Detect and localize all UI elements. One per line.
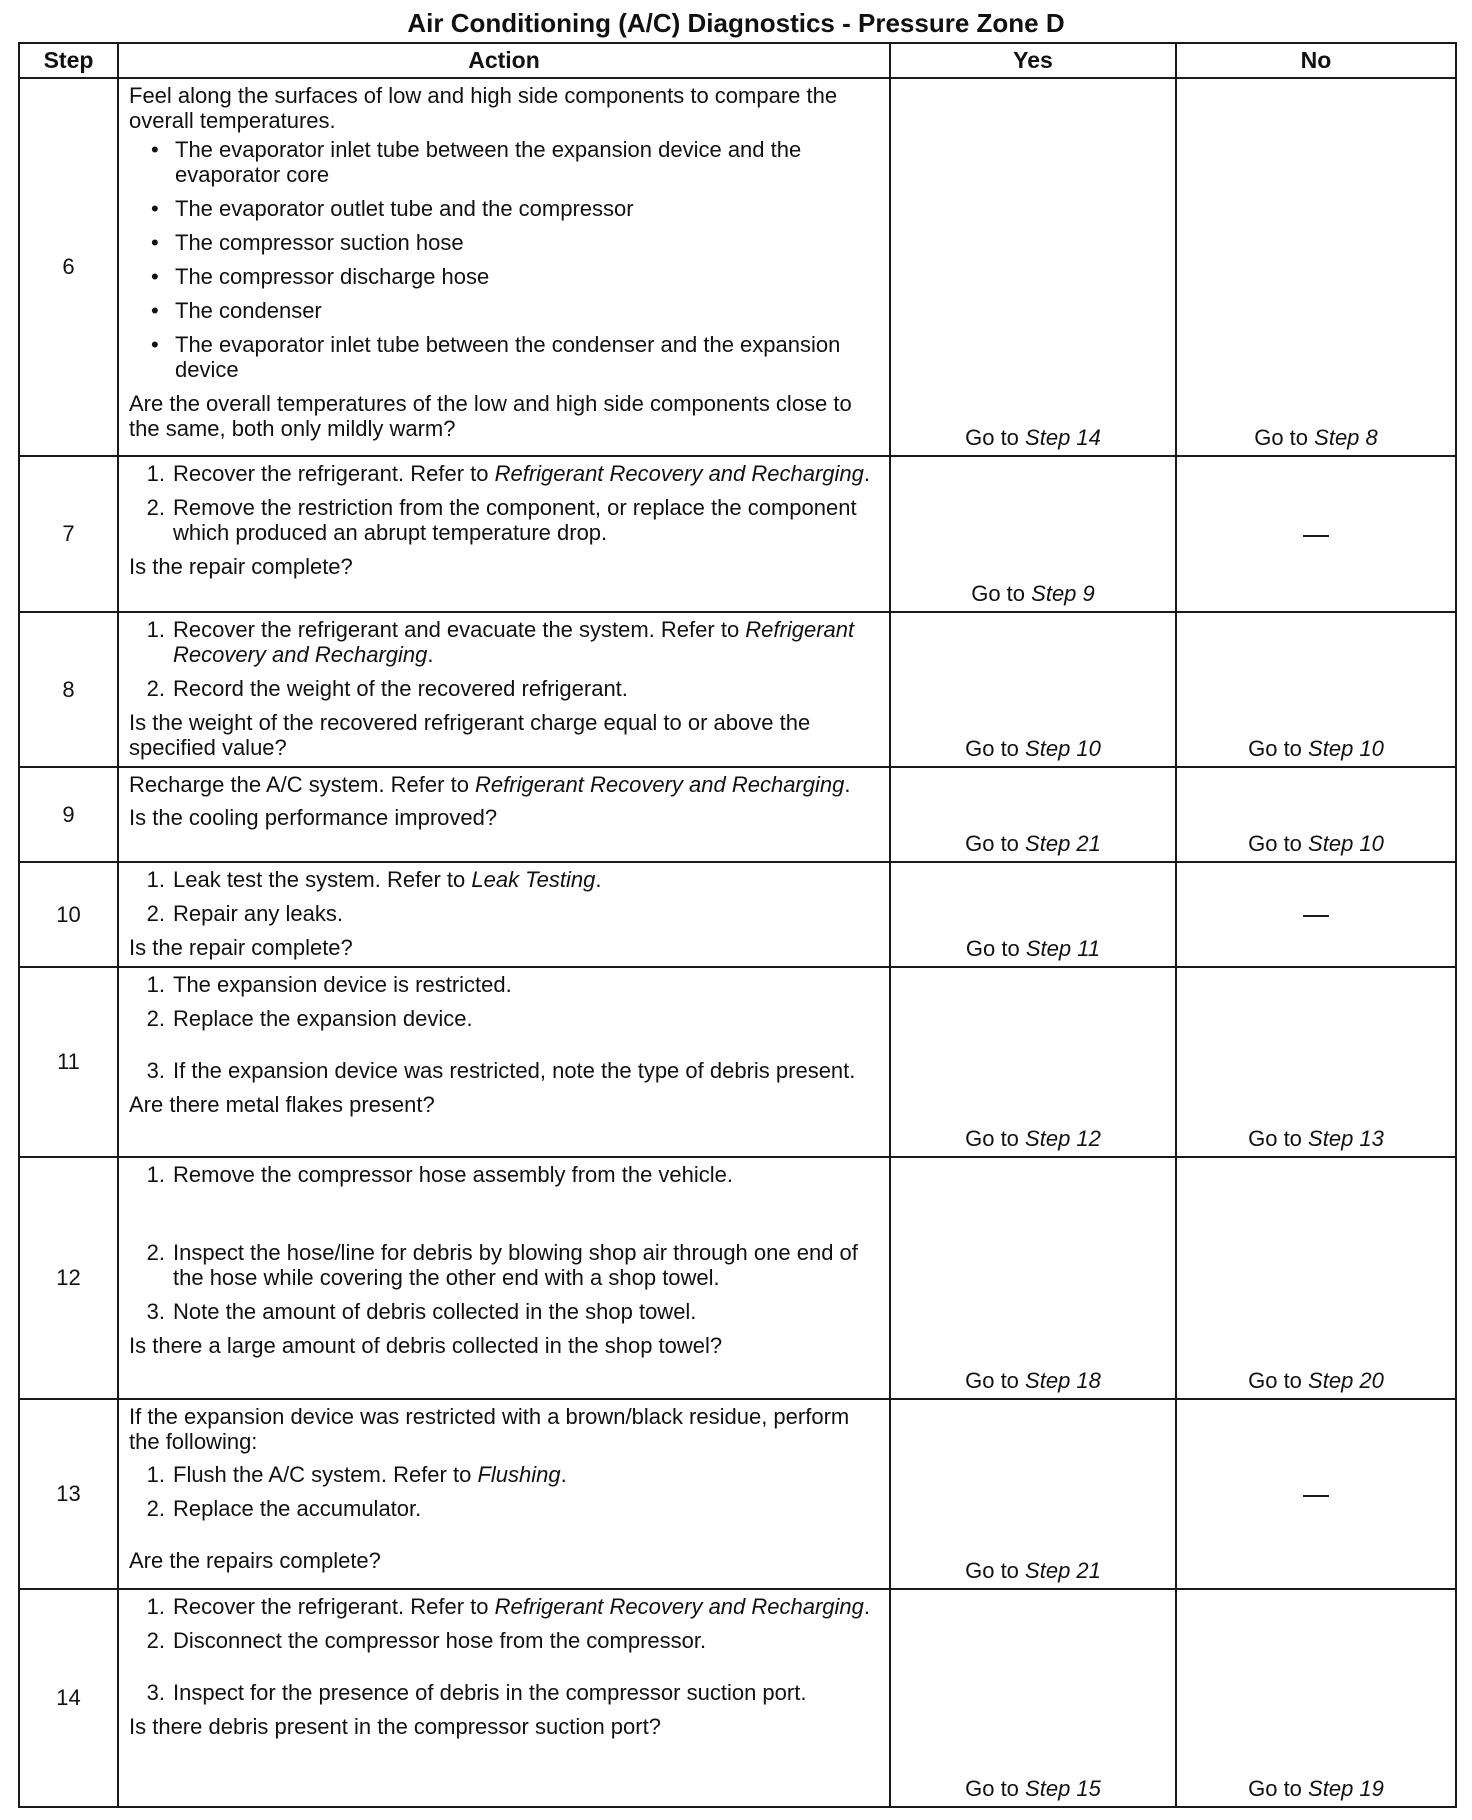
goto-prefix: Go to [965, 425, 1019, 450]
bullet-item: • The evaporator inlet tube between the condenser and the expansion device [129, 332, 877, 382]
action-question: Is the repair complete? [129, 935, 353, 960]
action-cell [118, 862, 890, 967]
item-text: Repair any leaks. [173, 901, 343, 926]
spacer [129, 1040, 877, 1058]
no-cell [1176, 1157, 1456, 1399]
step-number: 13 [19, 1399, 118, 1589]
list-item [129, 1162, 877, 1187]
action-question: Is the cooling performance improved? [129, 805, 498, 830]
goto-prefix: Go to [965, 1126, 1019, 1151]
list-item [129, 1462, 877, 1487]
action-question: Is the weight of the recovered refrigerant charge equal to or above the specified value? [129, 710, 811, 760]
item-text: Replace the expansion device. [173, 1006, 473, 1031]
spacer [129, 1530, 877, 1548]
yes-step-link: Step 10 [1025, 736, 1101, 761]
action-cell [118, 78, 890, 456]
yes-cell [890, 78, 1176, 456]
table-header-row [19, 43, 1456, 78]
action-cell [118, 456, 890, 612]
yes-cell [890, 967, 1176, 1157]
table-row [19, 1589, 1456, 1807]
item-number: 2. [146, 495, 165, 520]
item-number: 1. [146, 1462, 165, 1487]
step-number: 9 [19, 767, 118, 862]
bullet-item: • The evaporator inlet tube between the expansion device and the evaporator core [129, 137, 877, 187]
goto-prefix: Go to [965, 1558, 1019, 1583]
list-item [129, 1496, 877, 1521]
item-text: Recover the refrigerant and evacuate the system. Refer to [173, 617, 746, 642]
item-number: 2. [146, 901, 165, 926]
yes-step-link: Step 14 [1025, 425, 1101, 450]
list-item [129, 461, 877, 486]
item-text: Replace the accumulator. [173, 1496, 422, 1521]
reference-text: Refrigerant Recovery and Recharging [173, 617, 855, 667]
action-question: Is the repair complete? [129, 554, 353, 579]
action-question: Are the repairs complete? [129, 1548, 381, 1573]
numbered-list [129, 1462, 877, 1548]
item-text: Inspect the hose/line for debris by blowing shop air through one end of the hose while covering the other end with a shop towel. [173, 1240, 858, 1290]
reference-text: Refrigerant Recovery and Recharging [475, 772, 845, 797]
item-number: 2. [146, 1496, 165, 1521]
intro-text-end: . [844, 772, 851, 797]
reference-text: Refrigerant Recovery and Recharging [494, 1594, 864, 1619]
yes-step-link: Step 21 [1025, 1558, 1101, 1583]
bullet-item: • The compressor suction hose [129, 230, 877, 255]
item-text: The expansion device is restricted. [173, 972, 512, 997]
goto-prefix: Go to [1248, 1126, 1302, 1151]
goto-prefix: Go to [1248, 831, 1302, 856]
no-step-link: Step 19 [1308, 1776, 1384, 1801]
item-number: 1. [146, 867, 165, 892]
numbered-list [129, 617, 877, 701]
item-text-end: . [427, 642, 434, 667]
step-number: 6 [19, 78, 118, 456]
no-step-link: Step 8 [1314, 425, 1378, 450]
goto-prefix: Go to [965, 936, 1020, 961]
list-item [129, 1240, 877, 1290]
table-row [19, 1157, 1456, 1399]
item-text: Recover the refrigerant. Refer to [173, 1594, 495, 1619]
yes-step-link: Step 11 [1025, 936, 1101, 961]
action-question: Are the overall temperatures of the low and high side components close to the same, both only mildly warm? [129, 391, 852, 441]
page-title: Air Conditioning (A/C) Diagnostics - Pressure Zone D [407, 8, 1065, 38]
table-row [19, 456, 1456, 612]
item-text: Record the weight of the recovered refrigerant. [173, 676, 628, 701]
action-question: Is there a large amount of debris collected in the shop towel? [129, 1333, 723, 1358]
action-cell [118, 1399, 890, 1589]
diagnostic-table [18, 42, 1457, 1808]
action-cell [118, 1157, 890, 1399]
numbered-list [129, 1594, 877, 1705]
no-cell [1176, 767, 1456, 862]
list-item [129, 1628, 877, 1653]
table-row [19, 612, 1456, 767]
goto-prefix: Go to [1248, 1776, 1302, 1801]
no-action-dash [1303, 915, 1329, 917]
step-number: 7 [19, 456, 118, 612]
no-cell [1176, 456, 1456, 612]
header-yes: Yes [890, 43, 1176, 78]
list-item [129, 1680, 877, 1705]
item-text: Remove the compressor hose assembly from the vehicle. [173, 1162, 734, 1187]
spacer [129, 1196, 877, 1240]
yes-cell [890, 1589, 1176, 1807]
item-text: Leak test the system. Refer to [173, 867, 472, 892]
item-text: Remove the restriction from the component, or replace the component which produced an abrupt temperature drop. [173, 495, 857, 545]
numbered-list [129, 867, 877, 926]
action-cell [118, 767, 890, 862]
step-number: 11 [19, 967, 118, 1157]
item-number: 2. [146, 1240, 165, 1265]
goto-prefix: Go to [965, 1368, 1019, 1393]
yes-step-link: Step 18 [1025, 1368, 1101, 1393]
list-item [129, 867, 877, 892]
no-step-link: Step 13 [1308, 1126, 1384, 1151]
header-no: No [1176, 43, 1456, 78]
header-step: Step [19, 43, 118, 78]
no-cell [1176, 1589, 1456, 1807]
spacer [129, 1662, 877, 1680]
item-text: Inspect for the presence of debris in the compressor suction port. [173, 1680, 807, 1705]
action-intro: If the expansion device was restricted with a brown/black residue, perform the following: [129, 1404, 850, 1454]
no-cell [1176, 862, 1456, 967]
table-row [19, 862, 1456, 967]
item-text: Disconnect the compressor hose from the compressor. [173, 1628, 707, 1653]
list-item [129, 676, 877, 701]
action-cell [118, 967, 890, 1157]
table-row [19, 1399, 1456, 1589]
action-question: Is there debris present in the compressor suction port? [129, 1714, 661, 1739]
action-cell [118, 1589, 890, 1807]
item-number: 1. [146, 461, 165, 486]
bullet-list [129, 137, 877, 382]
goto-prefix: Go to [965, 736, 1019, 761]
action-cell [118, 612, 890, 767]
no-cell [1176, 1399, 1456, 1589]
table-row [19, 78, 1456, 456]
yes-step-link: Step 12 [1025, 1126, 1101, 1151]
item-text: Recover the refrigerant. Refer to [173, 461, 495, 486]
intro-text: Recharge the A/C system. Refer to [129, 772, 476, 797]
item-number: 1. [146, 1594, 165, 1619]
item-number: 2. [146, 1628, 165, 1653]
no-cell [1176, 78, 1456, 456]
action-intro [129, 772, 877, 797]
item-number: 2. [146, 1006, 165, 1031]
item-number: 1. [146, 1162, 165, 1187]
table-row [19, 767, 1456, 862]
numbered-list [129, 1162, 877, 1324]
item-number: 2. [146, 676, 165, 701]
goto-prefix: Go to [1248, 736, 1302, 761]
list-item [129, 972, 877, 997]
yes-cell [890, 767, 1176, 862]
list-item [129, 1299, 877, 1324]
no-action-dash [1303, 535, 1329, 537]
no-action-dash [1303, 1495, 1329, 1497]
action-question: Are there metal flakes present? [129, 1092, 435, 1117]
no-cell [1176, 967, 1456, 1157]
yes-cell [890, 1399, 1176, 1589]
item-text-end: . [863, 461, 871, 486]
goto-prefix: Go to [1248, 1368, 1302, 1393]
step-number: 8 [19, 612, 118, 767]
yes-step-link: Step 15 [1025, 1776, 1101, 1801]
item-text: If the expansion device was restricted, note the type of debris present. [173, 1058, 856, 1083]
goto-prefix: Go to [971, 581, 1026, 606]
no-cell [1176, 612, 1456, 767]
goto-prefix: Go to [1254, 425, 1309, 450]
no-step-link: Step 10 [1308, 831, 1384, 856]
no-step-link: Step 10 [1308, 736, 1384, 761]
yes-cell [890, 456, 1176, 612]
header-action: Action [118, 43, 890, 78]
no-step-link: Step 20 [1308, 1368, 1384, 1393]
numbered-list [129, 461, 877, 545]
item-text: Flush the A/C system. Refer to [173, 1462, 478, 1487]
list-item [129, 1058, 877, 1083]
list-item [129, 617, 877, 667]
yes-cell [890, 1157, 1176, 1399]
bullet-item: • The evaporator outlet tube and the compressor [129, 196, 877, 221]
item-text-end: . [560, 1462, 567, 1487]
list-item [129, 1006, 877, 1031]
bullet-item: • The condenser [129, 298, 877, 323]
item-text-end: . [595, 867, 602, 892]
list-item [129, 495, 877, 545]
item-number: 1. [146, 972, 165, 997]
bullet-item: • The compressor discharge hose [129, 264, 877, 289]
yes-cell [890, 862, 1176, 967]
item-number: 3. [146, 1299, 165, 1324]
step-number: 10 [19, 862, 118, 967]
step-number: 12 [19, 1157, 118, 1399]
item-number: 3. [146, 1680, 165, 1705]
yes-cell [890, 612, 1176, 767]
item-number: 1. [146, 617, 165, 642]
goto-prefix: Go to [965, 831, 1019, 856]
reference-text: Leak Testing [471, 867, 596, 892]
table-row [19, 967, 1456, 1157]
reference-text: Refrigerant Recovery and Recharging [494, 461, 864, 486]
reference-text: Flushing [477, 1462, 561, 1487]
list-item [129, 901, 877, 926]
item-number: 3. [146, 1058, 165, 1083]
numbered-list [129, 972, 877, 1083]
yes-step-link: Step 9 [1031, 581, 1095, 606]
item-text: Note the amount of debris collected in the shop towel. [173, 1299, 697, 1324]
yes-step-link: Step 21 [1025, 831, 1101, 856]
item-text-end: . [863, 1594, 871, 1619]
action-intro: Feel along the surfaces of low and high side components to compare the overall temperatures. [129, 83, 838, 133]
step-number: 14 [19, 1589, 118, 1807]
list-item [129, 1594, 877, 1619]
goto-prefix: Go to [965, 1776, 1019, 1801]
